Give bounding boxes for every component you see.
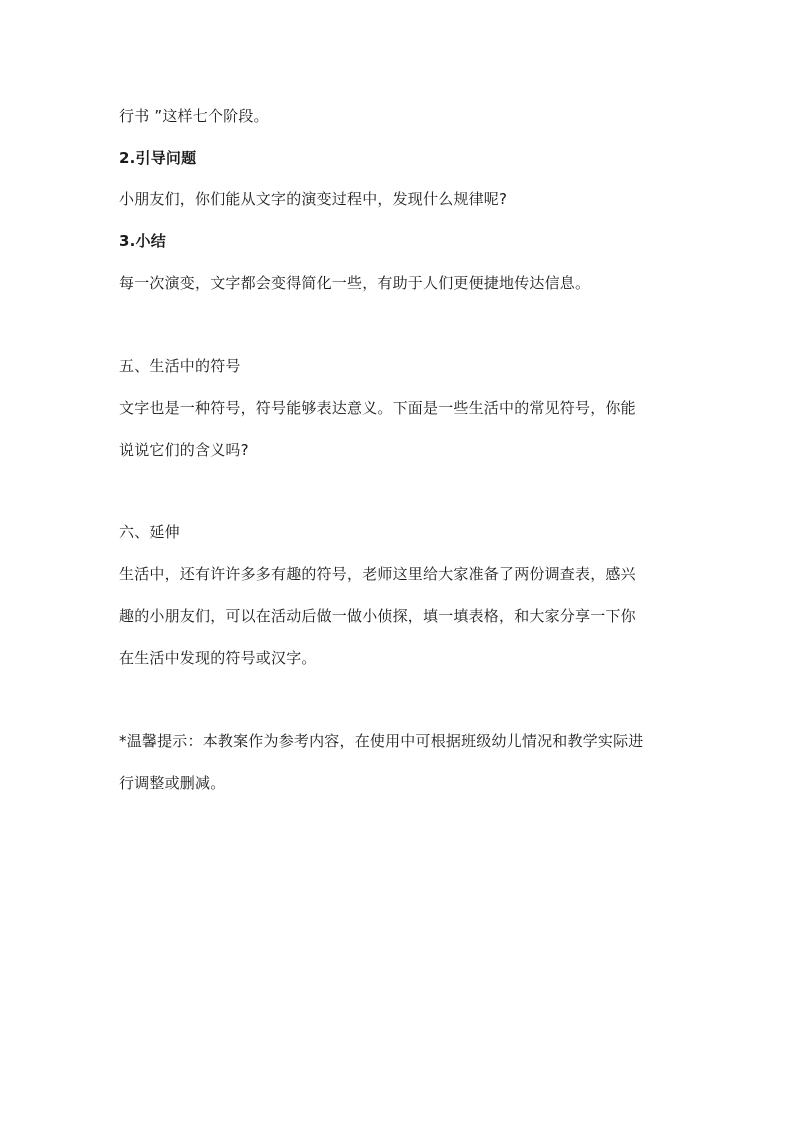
subheading-guiding-question: 2.引导问题 [119,149,197,167]
text-line-extension-2: 趣的小朋友们，可以在活动后做一做小侦探，填一填表格，和大家分享一下你 [119,607,636,625]
section-heading-extension: 六、延伸 [119,523,180,541]
text-line-stage-end: 行书 ”这样七个阶段。 [119,107,269,125]
text-line-symbols-2: 说说它们的含义吗? [119,441,249,459]
text-line-extension-3: 在生活中发现的符号或汉字。 [119,649,317,667]
subheading-summary: 3.小结 [119,232,166,250]
section-heading-symbols: 五、生活中的符号 [119,357,241,375]
text-line-symbols-1: 文字也是一种符号，符号能够表达意义。下面是一些生活中的常见符号，你能 [119,399,636,417]
text-line-extension-1: 生活中，还有许许多多有趣的符号，老师这里给大家准备了两份调查表，感兴 [119,565,636,583]
text-line-question: 小朋友们，你们能从文字的演变过程中，发现什么规律呢? [119,190,508,208]
text-line-summary: 每一次演变，文字都会变得简化一些，有助于人们更便捷地传达信息。 [119,274,591,292]
text-line-tip-1: *温馨提示：本教案作为参考内容，在使用中可根据班级幼儿情况和教学实际进 [119,732,644,750]
text-line-tip-2: 行调整或删减。 [119,774,226,792]
